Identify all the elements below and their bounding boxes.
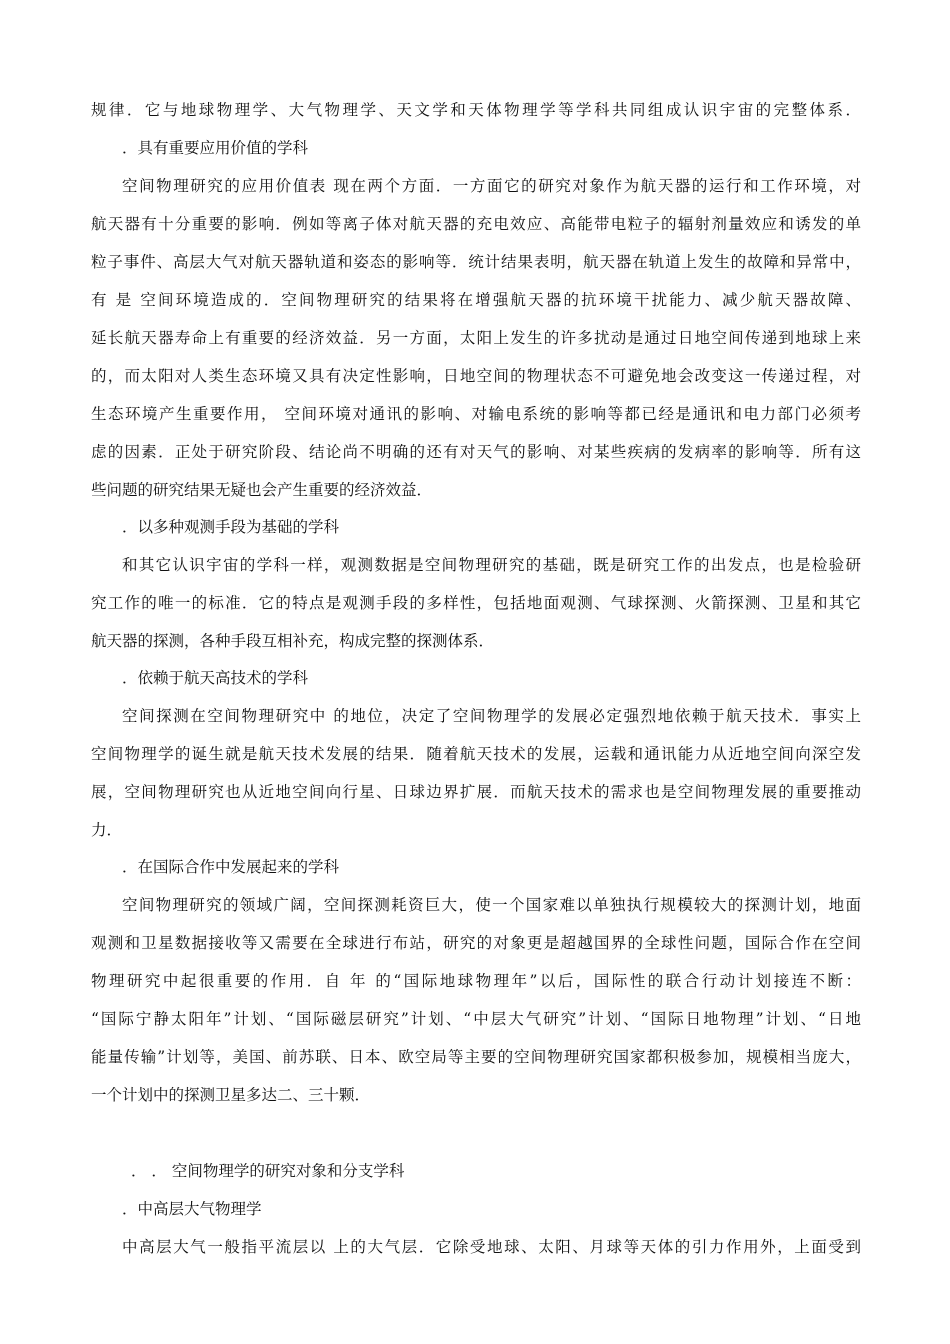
text-line: 有 是 空间环境造成的．空间物理研究的结果将在增强航天器的抗环境干扰能力、减少航天器故障、 bbox=[91, 291, 861, 309]
text-line: 究工作的唯一的标准．它的特点是观测手段的多样性，包括地面观测、气球探测、火箭探测、卫星和其它 bbox=[91, 594, 861, 612]
subheading: ．中高层大气物理学 bbox=[122, 1200, 262, 1218]
text-line: 空间物理研究的领域广阔，空间探测耗资巨大，使一个国家难以单独执行规模较大的探测计划，地面 bbox=[122, 896, 861, 914]
text-line: 观测和卫星数据接收等又需要在全球进行布站，研究的对象更是超越国界的全球性问题，国际合作在空间 bbox=[91, 934, 861, 952]
text-line: 中高层大气一般指平流层以 上的大气层．它除受地球、太阳、月球等天体的引力作用外，上面受到 bbox=[122, 1238, 861, 1256]
subheading: ．依赖于航天高技术的学科 bbox=[122, 669, 309, 687]
text-line: 虑的因素．正处于研究阶段、结论尚不明确的还有对天气的影响、对某些疾病的发病率的影响等．所有这 bbox=[91, 443, 861, 461]
text-line: 物理研究中起很重要的作用．自 年 的“国际地球物理年”以后，国际性的联合行动计划接连不断： bbox=[91, 972, 861, 990]
text-line: 空间物理研究的应用价值表 现在两个方面．一方面它的研究对象作为航天器的运行和工作环境，对 bbox=[122, 177, 861, 195]
text-line: 生态环境产生重要作用， 空间环境对通讯的影响、对输电系统的影响等都已经是通讯和电力部门必须考 bbox=[91, 405, 861, 423]
text-line: 航天器的探测，各种手段互相补充，构成完整的探测体系． bbox=[91, 632, 495, 650]
text-line: 空间物理学的诞生就是航天技术发展的结果．随着航天技术的发展，运载和通讯能力从近地空间向深空发 bbox=[91, 745, 861, 763]
subheading: ．以多种观测手段为基础的学科 bbox=[122, 518, 340, 536]
text-line: “国际宁静太阳年”计划、“国际磁层研究”计划、“中层大气研究”计划、“国际日地物理”计划、“日地 bbox=[91, 1010, 861, 1028]
text-line: 延长航天器寿命上有重要的经济效益．另一方面，太阳上发生的许多扰动是通过日地空间传递到地球上来 bbox=[91, 329, 861, 347]
text-line: 展，空间物理研究也从近地空间向行星、日球边界扩展．而航天技术的需求也是空间物理发展的重要推动 bbox=[91, 783, 861, 801]
text-line: 空间探测在空间物理研究中 的地位，决定了空间物理学的发展必定强烈地依赖于航天技术．事实上 bbox=[122, 707, 861, 725]
text-line: 的，而太阳对人类生态环境又具有决定性影响，日地空间的物理状态不可避免地会改变这一传递过程，对 bbox=[91, 367, 861, 385]
text-line: 一个计划中的探测卫星多达二、三十颗． bbox=[91, 1086, 371, 1104]
subheading: ．具有重要应用价值的学科 bbox=[122, 139, 309, 157]
text-line: 些问题的研究结果无疑也会产生重要的经济效益． bbox=[91, 481, 433, 499]
text-line: 能量传输”计划等，美国、前苏联、日本、欧空局等主要的空间物理研究国家都积极参加，规模相当庞大， bbox=[91, 1048, 861, 1066]
text-line: 力． bbox=[91, 821, 123, 839]
subheading: ．在国际合作中发展起来的学科 bbox=[122, 858, 340, 876]
text-line: 和其它认识宇宙的学科一样，观测数据是空间物理研究的基础，既是研究工作的出发点，也是检验研 bbox=[122, 556, 861, 574]
text-line: 规律．它与地球物理学、大气物理学、天文学和天体物理学等学科共同组成认识宇宙的完整体系． bbox=[91, 101, 861, 119]
section-heading: ． ． 空间物理学的研究对象和分支学科 bbox=[131, 1162, 405, 1180]
text-line: 航天器有十分重要的影响．例如等离子体对航天器的充电效应、高能带电粒子的辐射剂量效应和诱发的单 bbox=[91, 215, 861, 233]
text-line: 粒子事件、高层大气对航天器轨道和姿态的影响等．统计结果表明，航天器在轨道上发生的故障和异常中， bbox=[91, 253, 861, 271]
